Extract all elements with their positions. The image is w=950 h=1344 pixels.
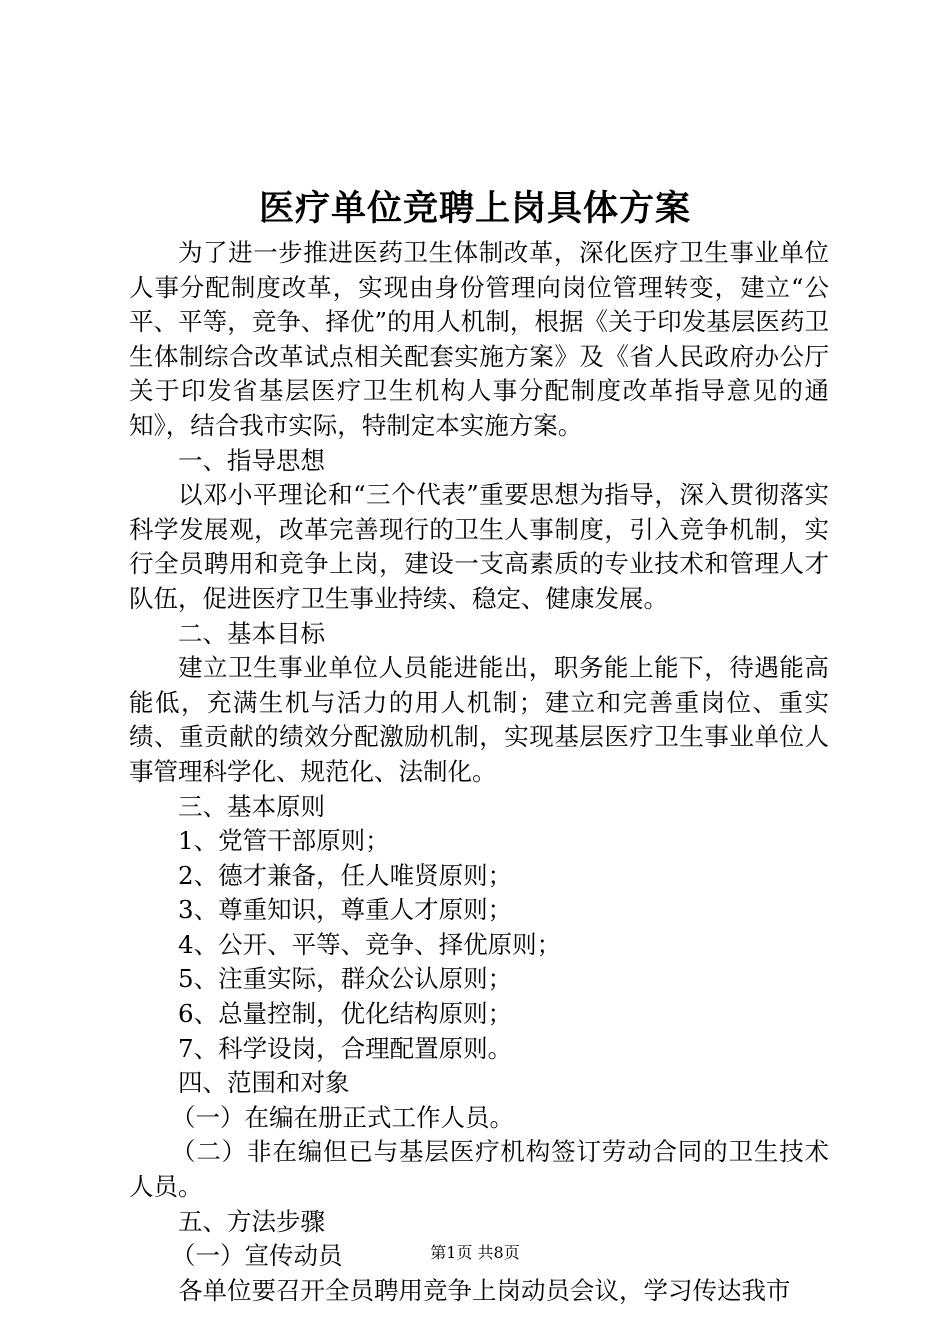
document-body: [129, 236, 829, 1308]
step-paragraph: 各单位要召开全员聘用竞争上岗动员会议，学习传达我市: [178, 1275, 791, 1305]
scope-item: （一）在编在册正式工作人员。: [171, 1102, 514, 1132]
section-heading: 二、基本目标: [178, 618, 325, 648]
principle-item: 5、注重实际，群众公认原则；: [178, 964, 513, 994]
principle-item: 6、总量控制，优化结构原则；: [178, 999, 513, 1029]
principle-item: 1、党管干部原则；: [178, 826, 390, 856]
section-heading: 五、方法步骤: [178, 1206, 325, 1236]
section-heading: 四、范围和对象: [178, 1068, 350, 1098]
principle-item: 3、尊重知识，尊重人才原则；: [178, 895, 513, 925]
principle-item: 4、公开、平等、竞争、择优原则；: [178, 929, 562, 959]
section-heading: 一、指导思想: [178, 445, 325, 475]
section-heading: 三、基本原则: [178, 791, 325, 821]
intro-paragraph: 为了进一步推进医药卫生体制改革，深化医疗卫生事业单位人事分配制度改革，实现由身份管理向岗位管理转变，建立“公平、平等，竞争、择优”的用人机制，根据《关于印发基层医药卫生体制综合改革试点相关配套实施方案》及《省人民政府办公厅关于印发省基层医疗卫生机构人事分配制度改革指导意见的通知》，结合我市实际，特制定本实施方案。: [129, 238, 829, 440]
scope-item: （二）非在编但已与基层医疗机构签订劳动合同的卫生技术人员。: [129, 1137, 829, 1202]
principle-item: 7、科学设岗，合理配置原则。: [178, 1033, 513, 1063]
document-title: 医疗单位竞聘上岗具体方案: [258, 188, 691, 229]
page-footer: 第1页 共8页: [430, 1243, 520, 1262]
step-heading: （一）宣传动员: [171, 1241, 343, 1271]
section-paragraph: 建立卫生事业单位人员能进能出，职务能上能下，待遇能高能低，充满生机与活力的用人机制；建立和完善重岗位、重实绩、重贡献的绩效分配激励机制，实现基层医疗卫生事业单位人事管理科学化、规范化、法制化。: [129, 653, 829, 786]
principle-item: 2、德才兼备，任人唯贤原则；: [178, 860, 513, 890]
section-paragraph: 以邓小平理论和“三个代表”重要思想为指导，深入贯彻落实科学发展观，改革完善现行的卫生人事制度，引入竞争机制，实行全员聘用和竞争上岗，建设一支高素质的专业技术和管理人才队伍，促进医疗卫生事业持续、稳定、健康发展。: [129, 480, 829, 613]
